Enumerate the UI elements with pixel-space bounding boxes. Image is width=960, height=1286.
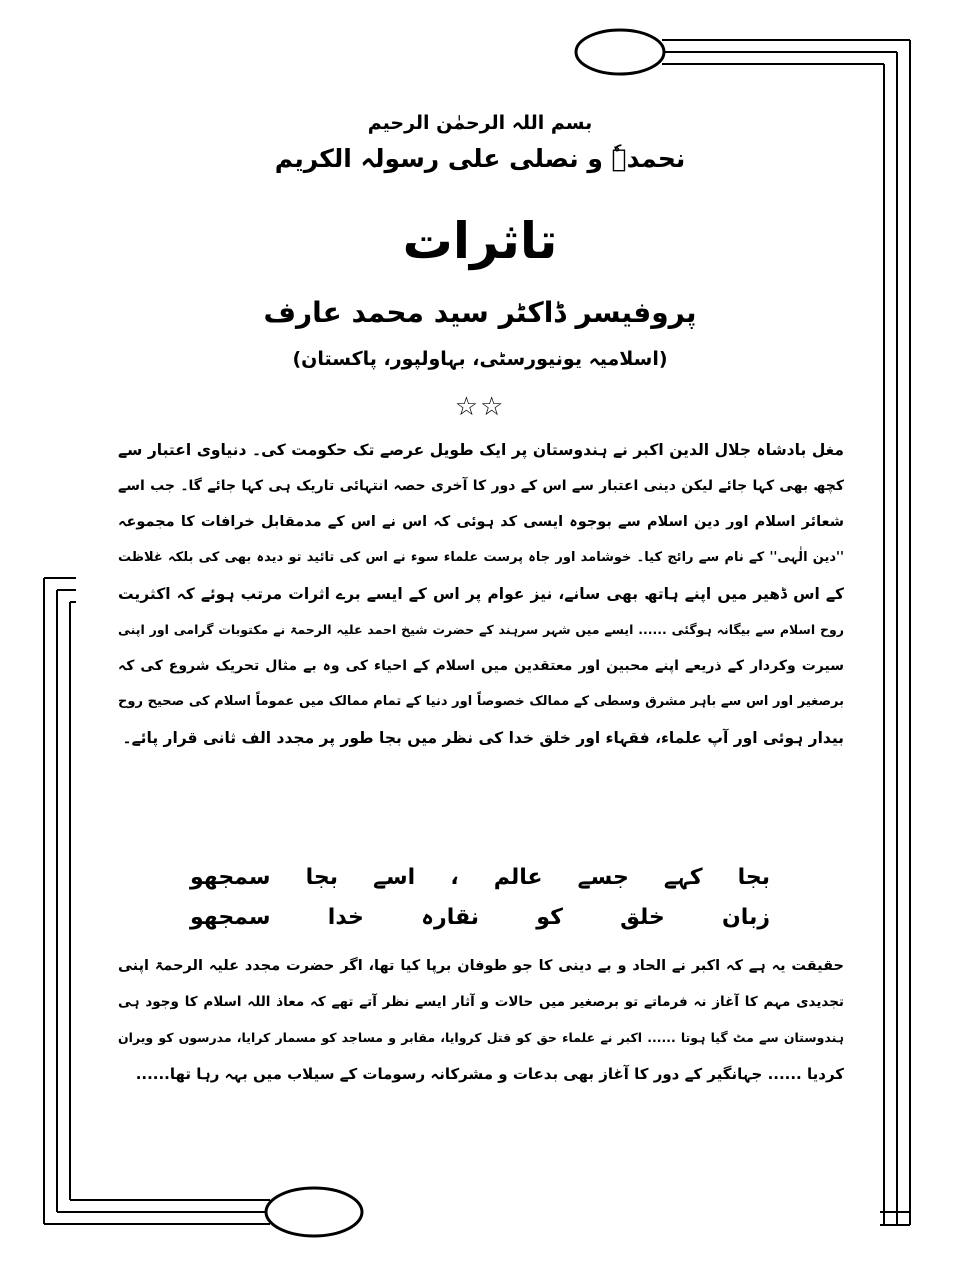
couplet-word: جسے: [577, 865, 629, 890]
couplet-word: خدا: [327, 905, 364, 930]
paragraph-2: [118, 948, 844, 1092]
paragraph-line: مغل بادشاہ جلال الدین اکبر نے ہندوستان پر ایک طویل عرصے تک حکومت کی۔ دنیاوی اعتبار سے: [118, 441, 844, 459]
paragraph-line: ہندوستان سے مٹ گیا ہوتا ...... اکبر نے علماء حق کو قتل کروایا، مقابر و مساجد کو مسمار کرایا، مدرسوں کو ویران: [118, 1030, 844, 1045]
paragraph-line: تجدیدی مہم کا آغاز نہ فرماتے تو برصغیر میں حالات و آثار ایسے نظر آتے تھے کہ معاذ اللہ اسلام کا وجود ہی: [118, 994, 844, 1010]
left-top-rules: [44, 578, 76, 602]
left-border-rules: [44, 578, 70, 1224]
couplet-word: خلق: [620, 905, 665, 930]
paragraph-line: کے اس ڈھیر میں اپنے ہاتھ بھی سانے، نیز عوام پر اس کے ایسے برے اثرات مرتب ہوئے کہ اکثریت: [118, 585, 844, 603]
bottom-border-rules: [44, 1200, 270, 1224]
couplet-word: بجا: [305, 865, 339, 890]
couplet-word: عالم: [493, 865, 543, 890]
star-separator: ☆☆: [454, 392, 506, 422]
couplet-word: بجا: [737, 865, 770, 890]
couplet-word: کہے: [663, 865, 703, 890]
paragraph-line: سیرت وکردار کے ذریعے اپنے محبین اور معتقدین میں اسلام کے احیاء کی وہ بے مثال تحریک شروع کی کہ: [118, 658, 844, 674]
hamd-line: نحمدہٗ و نصلی علی رسولہ الکریم: [274, 144, 686, 173]
bottom-oval: [266, 1188, 362, 1236]
couplet-line-1: [190, 858, 770, 898]
bismillah-line: بسم اللہ الرحمٰن الرحیم: [367, 112, 593, 134]
paragraph-line: روح اسلام سے بیگانہ ہوگئی ...... ایسے میں شہر سرہند کے حضرت شیخ احمد علیہ الرحمۃ نے مکتوبات گرامی اور اپنی: [118, 622, 844, 637]
author-affiliation: (اسلامیہ یونیورسٹی، بہاولپور، پاکستان): [292, 348, 668, 370]
author-name: پروفیسر ڈاکٹر سید محمد عارف: [263, 296, 697, 329]
top-border-rules: [662, 40, 910, 64]
paragraph-line: ''دین الٰہی'' کے نام سے رائج کیا۔ خوشامد اور جاہ پرست علماء سوء نے اس کی تائید تو دیدہ بھی کی بلکہ غلاظت: [118, 550, 844, 565]
couplet-word: ،: [450, 865, 459, 890]
couplet-line-2: [190, 898, 770, 938]
couplet-word: کو: [536, 905, 563, 930]
couplet-word: نقارہ: [421, 905, 480, 930]
couplet-word: سمجھو: [190, 905, 271, 930]
paragraph-line: کچھ بھی کہا جائے لیکن دینی اعتبار سے اس کے دور کا آخری حصہ انتہائی تاریک ہی کہا جائے گا۔ جب اسے: [118, 478, 844, 494]
paragraph-line: کردیا ...... جہانگیر کے دور کا آغاز بھی بدعات و مشرکانہ رسومات کے سیلاب میں بہہ رہا تھا......: [135, 1065, 844, 1083]
page-title: تاثرات: [402, 212, 558, 270]
couplet-word: اسے: [373, 865, 416, 890]
top-right-oval: [576, 30, 664, 74]
couplet: [190, 858, 770, 938]
paragraph-line: بیدار ہوئی اور آپ علماء، فقہاء اور خلق خدا کی نظر میں بجا طور پر مجدد الف ثانی قرار پائے۔: [122, 729, 844, 747]
couplet-word: سمجھو: [190, 865, 271, 890]
paragraph-line: برصغیر اور اس سے باہر مشرق وسطی کے ممالک خصوصاً اور دنیا کے تمام ممالک میں عموماً اسلام کی صحیح روح: [118, 694, 844, 709]
paragraph-line: حقیقت یہ ہے کہ اکبر نے الحاد و بے دینی کا جو طوفان برپا کیا تھا، اگر حضرت مجدد علیہ الرحمۃ اپنی: [118, 958, 844, 974]
paragraph-1: [118, 432, 844, 756]
paragraph-line: شعائر اسلام اور دین اسلام سے بوجوہ ایسی کد ہوئی کہ اس نے اس کے مدمقابل خرافات کا مجموعہ: [118, 514, 844, 530]
couplet-word: زبان: [722, 905, 770, 930]
